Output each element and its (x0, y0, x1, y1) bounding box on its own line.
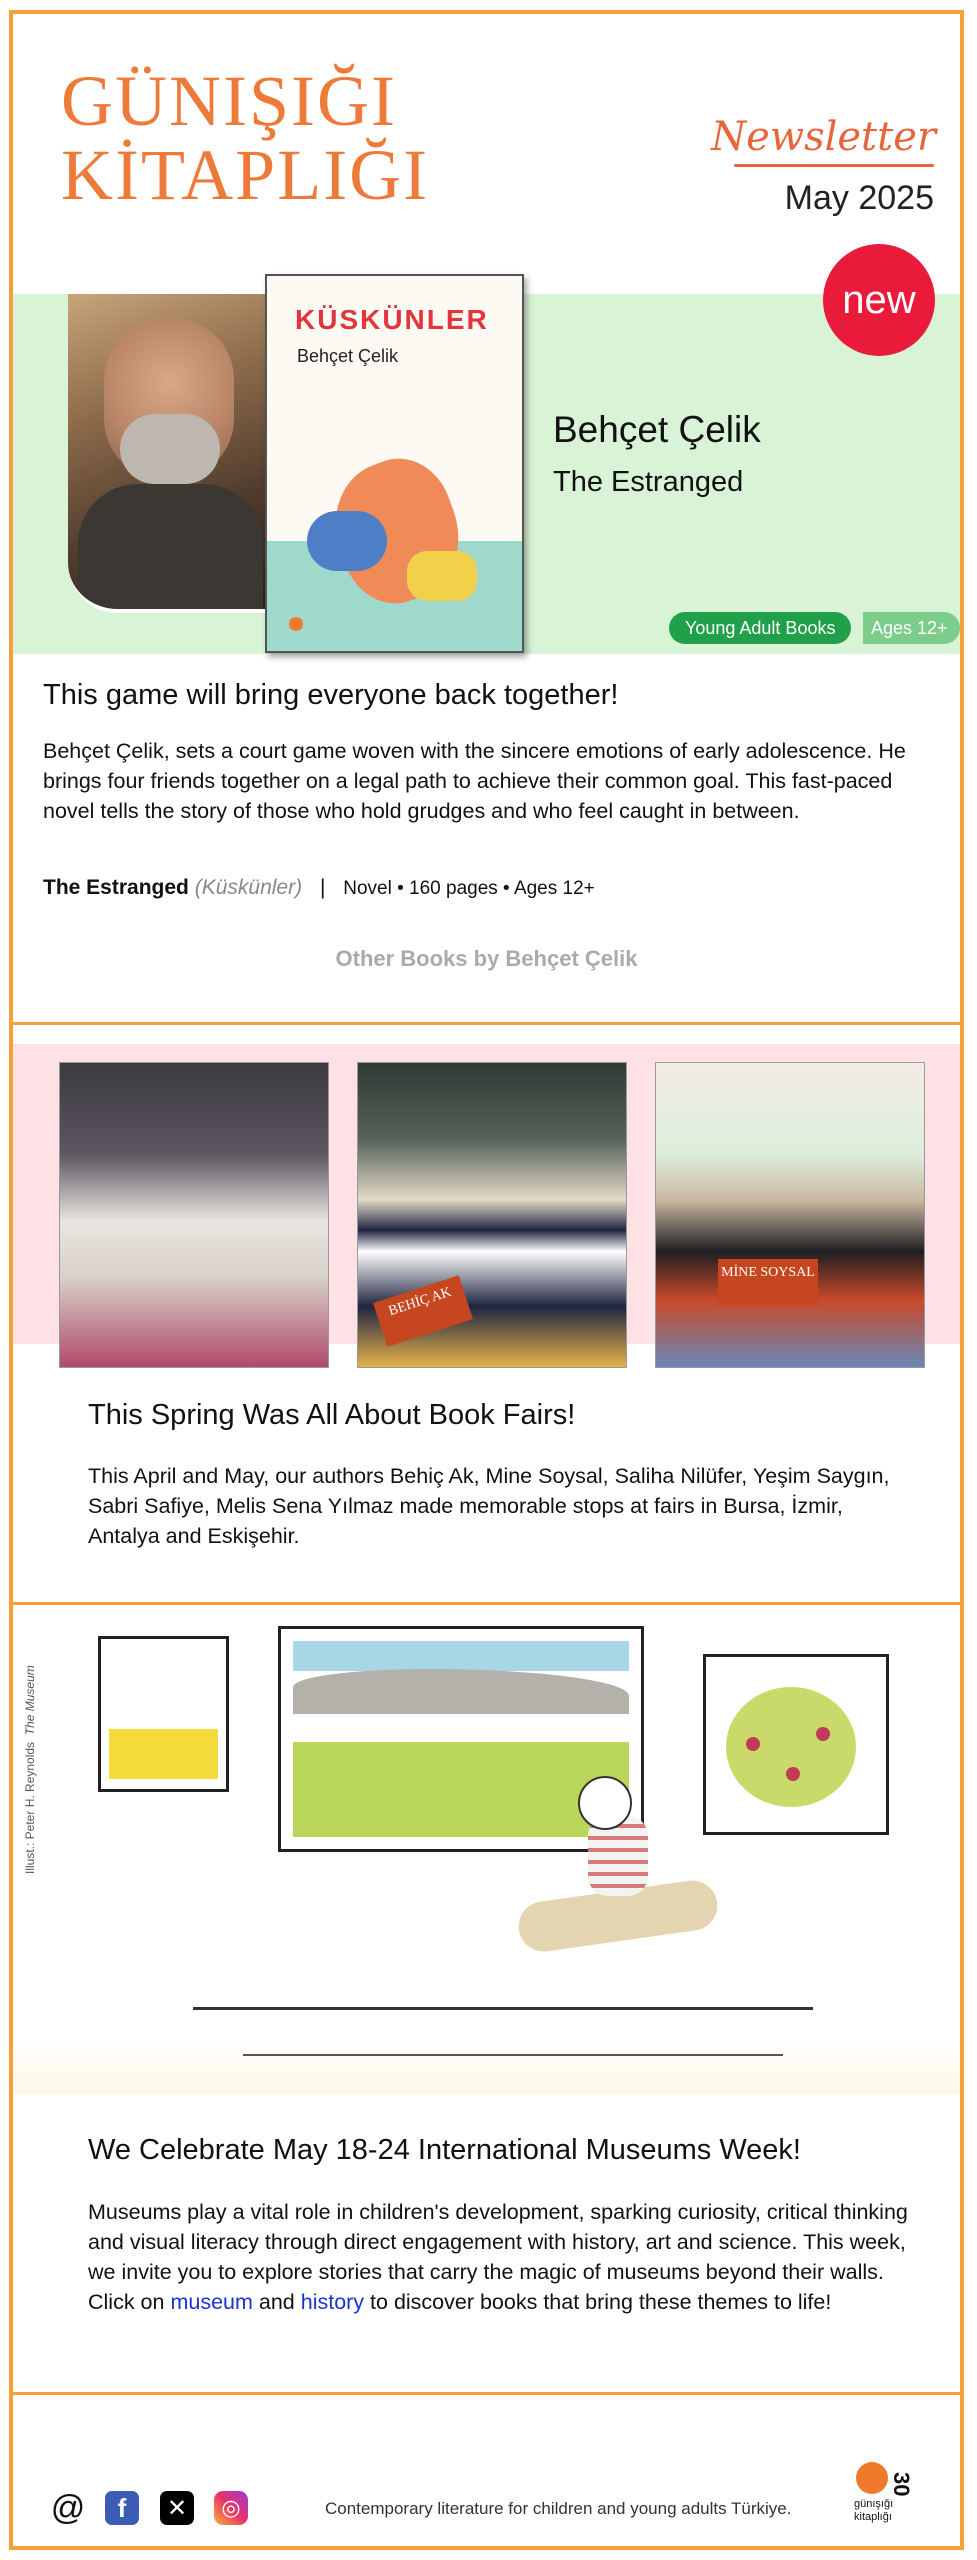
age-tag: Ages 12+ (863, 612, 960, 644)
logo-dot-icon (856, 2462, 888, 2494)
fair-photo-3[interactable] (655, 1062, 925, 1368)
newsletter-underline (734, 164, 934, 167)
category-tag[interactable]: Young Adult Books (669, 612, 851, 644)
footer-logo[interactable] (848, 2462, 948, 2544)
section2-body: This April and May, our authors Behiç Ak, Mine Soysal, Saliha Nilüfer, Yeşim Saygın, Sabri Safiye, Melis Sena Yılmaz made memorable stops at fairs in Bursa, İzmir, Antalya and Eskişehir. (88, 1464, 890, 1548)
newsletter-frame (9, 10, 964, 2550)
book-cover-author: Behçet Çelik (297, 346, 399, 366)
section-divider (13, 1022, 960, 1025)
fair-photo-2[interactable] (357, 1062, 627, 1368)
original-title: (Küskünler) (194, 876, 303, 899)
publisher-logo[interactable] (61, 61, 430, 215)
floor-line (243, 2054, 783, 2056)
hero-book-title: The Estranged (553, 466, 744, 498)
newsletter-label: Newsletter (711, 114, 936, 160)
section3-heading: We Celebrate May 18-24 International Museums Week! (88, 2134, 801, 2166)
footer-logo-number: 30 (889, 2472, 914, 2497)
book-title: The Estranged (43, 876, 189, 899)
meta-separator: | (319, 876, 326, 899)
book-details: Novel • 160 pages • Ages 12+ (343, 878, 595, 899)
name-sign-behic-ak: BEHİÇ AK (373, 1275, 473, 1347)
section-divider (13, 2392, 960, 2395)
footer-tagline: Contemporary literature for children and young adults Türkiye. (325, 2499, 792, 2518)
floor-line (193, 2007, 813, 2010)
footer-logo-text: günışığı kitaplığı (854, 2498, 894, 2523)
book-cover-title: KÜSKÜNLER (295, 304, 489, 335)
illustration-credit: Illust.: Peter H. Reynolds The Museum (23, 1665, 37, 1874)
book-cover[interactable] (265, 274, 524, 653)
section2-heading: This Spring Was All About Book Fairs! (88, 1399, 576, 1431)
hero-author: Behçet Çelik (553, 409, 761, 450)
framed-picture-right (703, 1654, 889, 1835)
framed-picture-left (98, 1636, 229, 1792)
x-icon[interactable]: ✕ (160, 2491, 194, 2525)
section3-body: Museums play a vital role in children's development, sparking curiosity, critical thinking and visual literacy through direct engagement with history, art and science. This week, we invite you to explore stories that carry the magic of museums beyond their walls. Click on museum and history to discover books that bring these themes to life! (88, 2200, 908, 2314)
at-icon[interactable]: @ (50, 2488, 86, 2527)
logo-line1: GÜNIŞIĞI (61, 61, 397, 141)
logo-line2: KİTAPLIĞI (61, 135, 430, 215)
section1-body: Behçet Çelik, sets a court game woven with the sincere emotions of early adolescence. He brings four friends together on a legal path to achieve their common goal. This fast-paced novel tells the story of those who hold grudges and who feel caught in between. (43, 739, 906, 823)
museum-link[interactable]: museum (170, 2290, 253, 2314)
new-badge: new (823, 244, 935, 356)
author-photo (68, 294, 268, 613)
history-link[interactable]: history (300, 2290, 365, 2314)
section1-heading: This game will bring everyone back together! (43, 679, 619, 711)
book-meta (43, 876, 595, 900)
fair-photo-1[interactable] (59, 1062, 329, 1368)
other-books-link[interactable]: Other Books by Behçet Çelik (335, 946, 638, 971)
instagram-icon[interactable]: ◎ (214, 2491, 248, 2525)
name-sign-mine-soysal: MİNE SOYSAL (718, 1259, 818, 1305)
leaping-girl-drawing (518, 1776, 718, 1976)
section-divider (13, 1602, 960, 1605)
publisher-dot-icon (289, 617, 303, 631)
facebook-icon[interactable]: f (105, 2491, 139, 2525)
book-cover-illustration (267, 451, 522, 651)
newsletter-date: May 2025 (784, 179, 934, 217)
hero-banner[interactable] (13, 277, 960, 654)
